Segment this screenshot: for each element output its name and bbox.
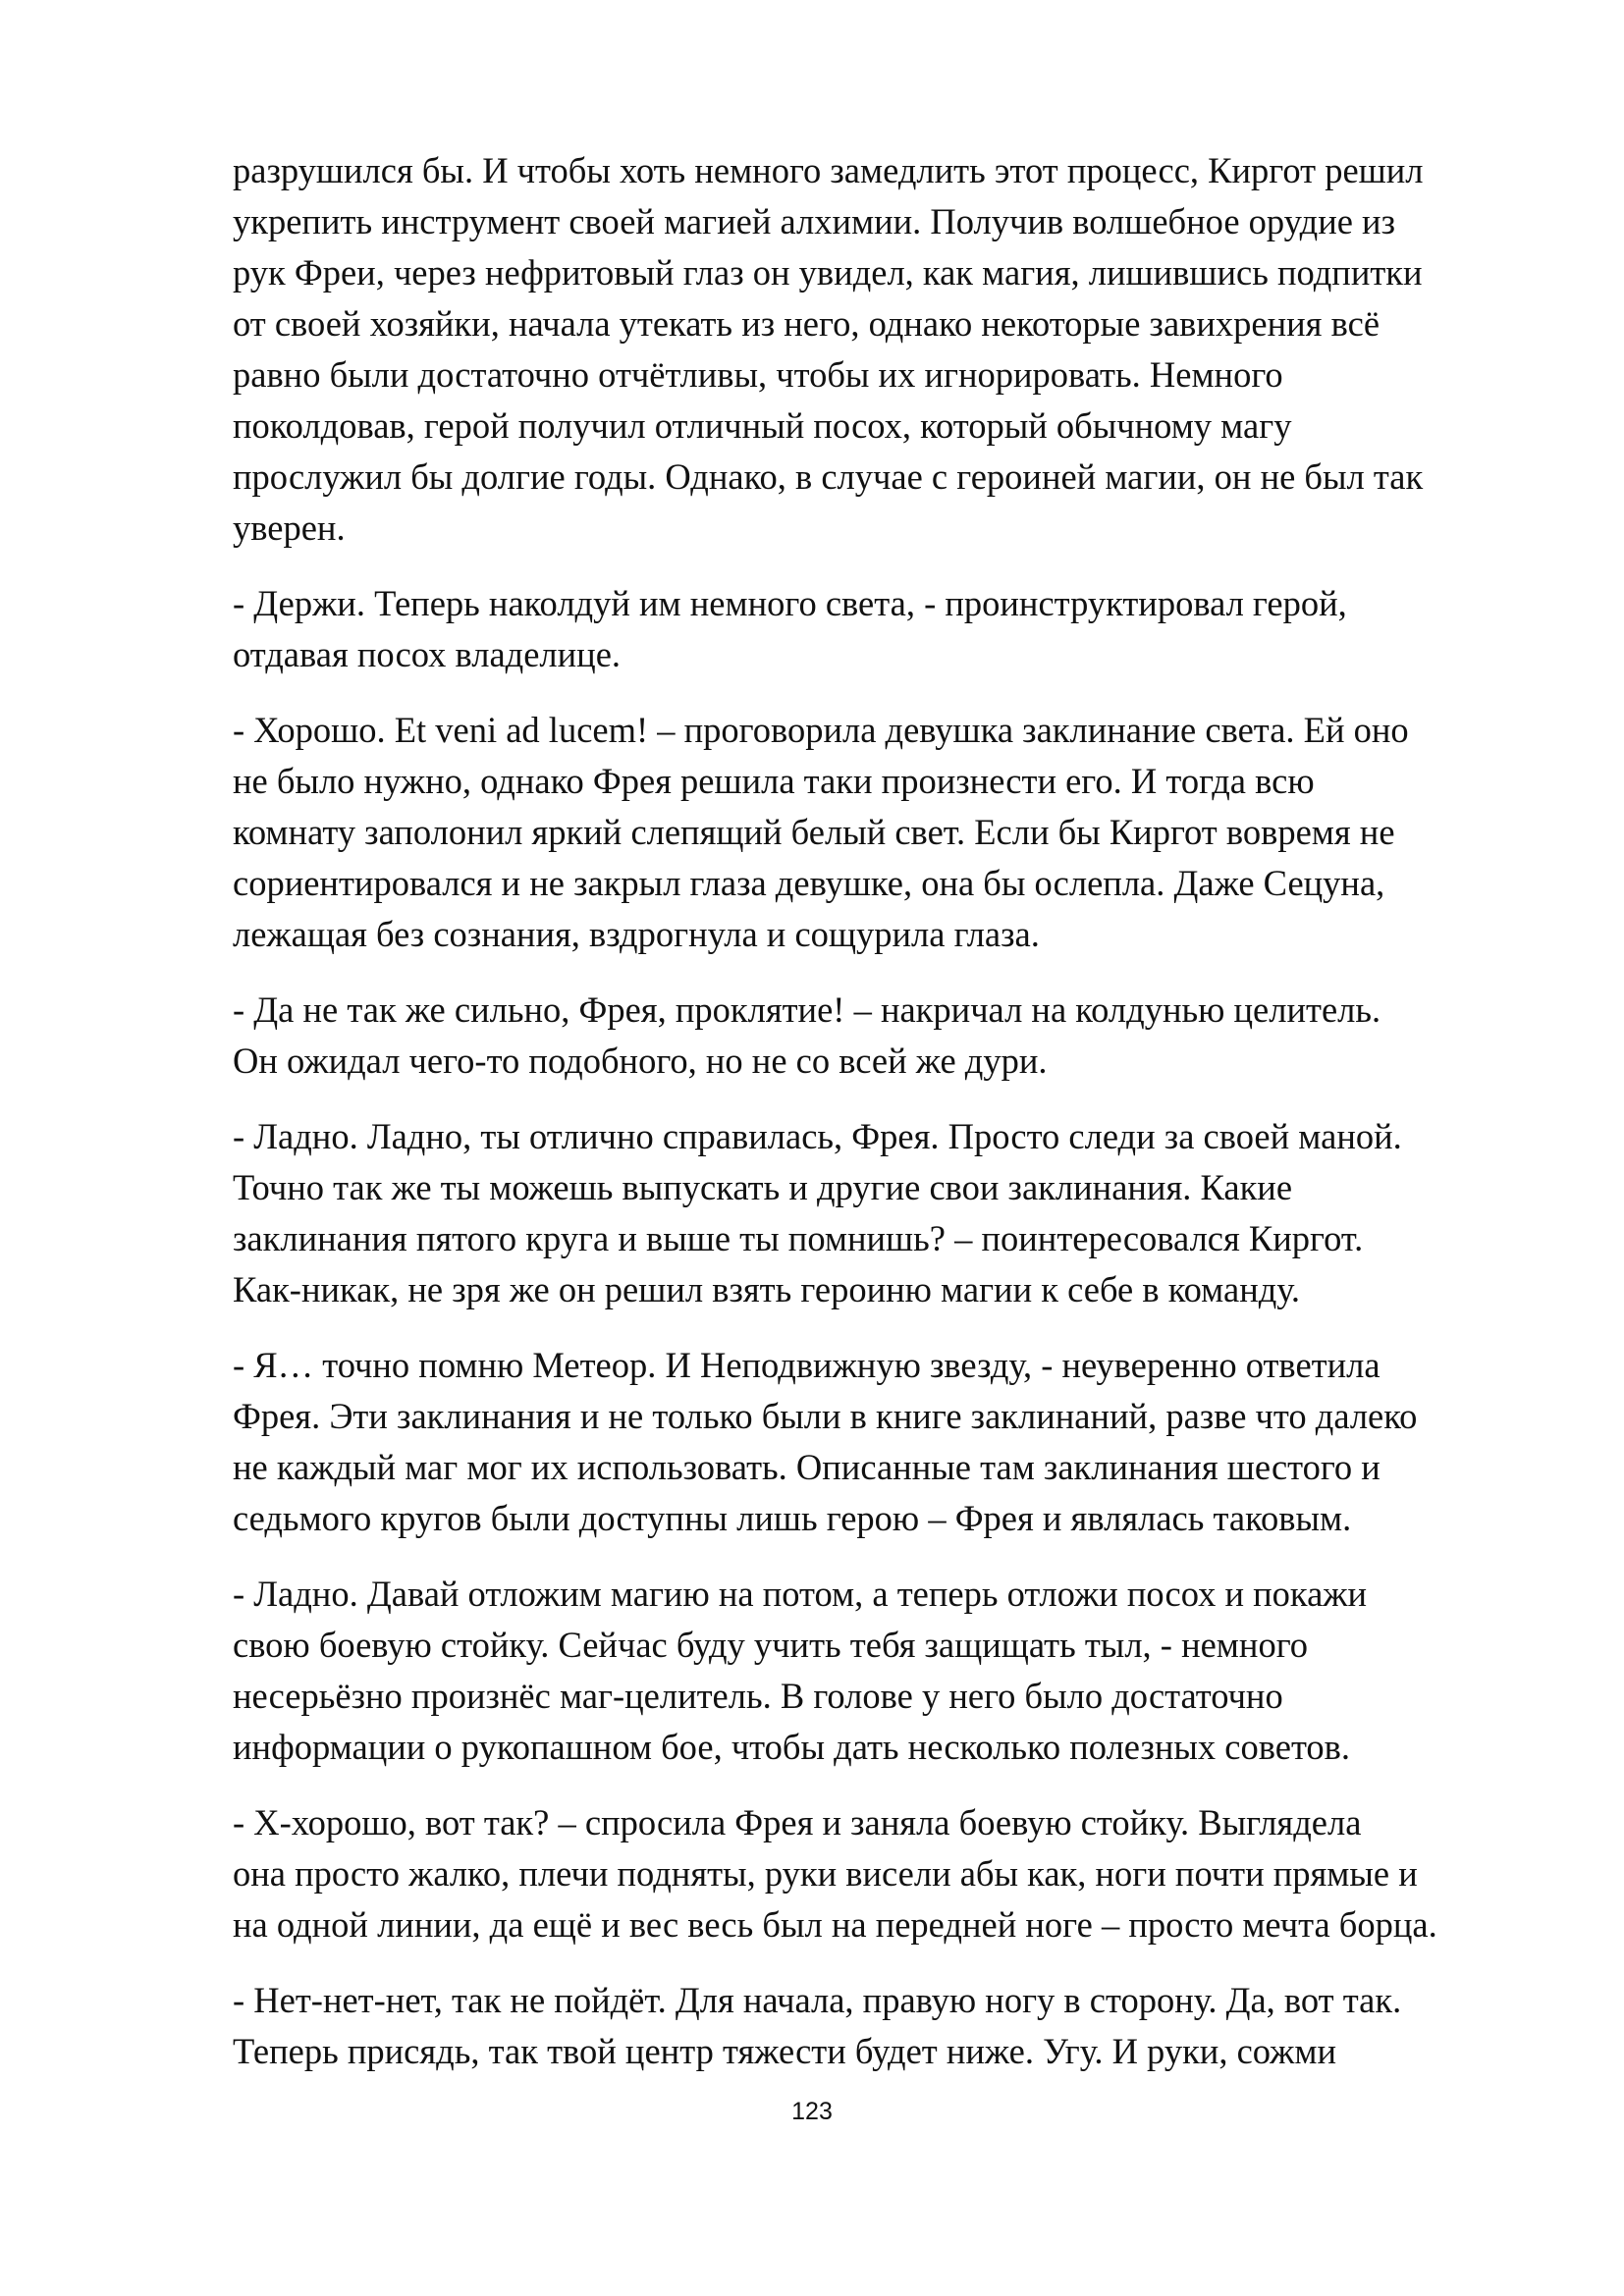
paragraph <box>233 1975 1539 2077</box>
text-line: - Хорошо. Et veni ad lucem! – проговорила девушка заклинание света. Ей оно <box>233 710 1409 750</box>
text-line: Теперь присядь, так твой центр тяжести будет ниже. Угу. И руки, сожми <box>233 2031 1336 2071</box>
paragraph <box>233 985 1539 1087</box>
paragraph <box>233 578 1539 680</box>
text-line: не было нужно, однако Фрея решила таки произнести его. И тогда всю <box>233 761 1315 801</box>
paragraph <box>233 1569 1539 1773</box>
text-line: на одной линии, да ещё и вес весь был на передней ноге – просто мечта борца. <box>233 1904 1437 1945</box>
text-line: - Х-хорошо, вот так? – спросила Фрея и заняла боевую стойку. Выглядела <box>233 1802 1362 1842</box>
document-body <box>233 145 1539 2102</box>
text-line: информации о рукопашном бое, чтобы дать несколько полезных советов. <box>233 1727 1351 1767</box>
text-line: Фрея. Эти заклинания и не только были в книге заклинаний, разве что далеко <box>233 1396 1418 1436</box>
text-line: равно были достаточно отчётливы, чтобы их игнорировать. Немного <box>233 354 1283 395</box>
text-line: от своей хозяйки, начала утекать из него, однако некоторые завихрения всё <box>233 303 1380 344</box>
text-line: - Я… точно помню Метеор. И Неподвижную звезду, - неуверенно ответила <box>233 1345 1380 1385</box>
text-line: - Держи. Теперь наколдуй им немного света, - проинструктировал герой, <box>233 583 1347 623</box>
paragraph <box>233 145 1539 554</box>
text-line: - Ладно. Ладно, ты отлично справилась, Фрея. Просто следи за своей маной. <box>233 1116 1402 1156</box>
paragraph <box>233 1111 1539 1315</box>
text-line: Точно так же ты можешь выпускать и другие свои заклинания. Какие <box>233 1167 1293 1207</box>
text-line: седьмого кругов были доступны лишь герою – Фрея и являлась таковым. <box>233 1498 1352 1538</box>
text-line: лежащая без сознания, вздрогнула и сощурила глаза. <box>233 914 1040 954</box>
text-line: рук Фреи, через нефритовый глаз он увидел, как магия, лишившись подпитки <box>233 252 1423 293</box>
text-line: прослужил бы долгие годы. Однако, в случае с героиней магии, он не был так <box>233 456 1424 497</box>
text-line: несерьёзно произнёс маг-целитель. В голове у него было достаточно <box>233 1676 1283 1716</box>
text-line: - Да не так же сильно, Фрея, проклятие! – накричал на колдунью целитель. <box>233 989 1381 1030</box>
text-line: уверен. <box>233 507 346 548</box>
text-line: не каждый маг мог их использовать. Описанные там заклинания шестого и <box>233 1447 1380 1487</box>
paragraph <box>233 1797 1539 1950</box>
paragraph <box>233 705 1539 960</box>
text-line: комнату заполонил яркий слепящий белый свет. Если бы Киргот вовремя не <box>233 812 1395 852</box>
text-line: Он ожидал чего-то подобного, но не со всей же дури. <box>233 1041 1048 1081</box>
text-line: - Нет-нет-нет, так не пойдёт. Для начала, правую ногу в сторону. Да, вот так. <box>233 1980 1402 2020</box>
text-line: сориентировался и не закрыл глаза девушке, она бы ослепла. Даже Сецуна, <box>233 863 1385 903</box>
paragraph <box>233 1340 1539 1544</box>
text-line: отдавая посох владелице. <box>233 634 622 674</box>
text-line: она просто жалко, плечи подняты, руки висели абы как, ноги почти прямые и <box>233 1853 1418 1894</box>
page-number: 123 <box>791 2098 833 2125</box>
text-line: свою боевую стойку. Сейчас буду учить тебя защищать тыл, - немного <box>233 1625 1308 1665</box>
text-line: поколдовав, герой получил отличный посох, который обычному магу <box>233 405 1292 446</box>
text-line: заклинания пятого круга и выше ты помнишь? – поинтересовался Киргот. <box>233 1218 1364 1258</box>
text-line: укрепить инструмент своей магией алхимии. Получив волшебное орудие из <box>233 201 1396 241</box>
text-line: разрушился бы. И чтобы хоть немного замедлить этот процесс, Киргот решил <box>233 150 1424 190</box>
text-line: - Ладно. Давай отложим магию на потом, а теперь отложи посох и покажи <box>233 1574 1368 1614</box>
text-line: Как-никак, не зря же он решил взять героиню магии к себе в команду. <box>233 1269 1301 1309</box>
